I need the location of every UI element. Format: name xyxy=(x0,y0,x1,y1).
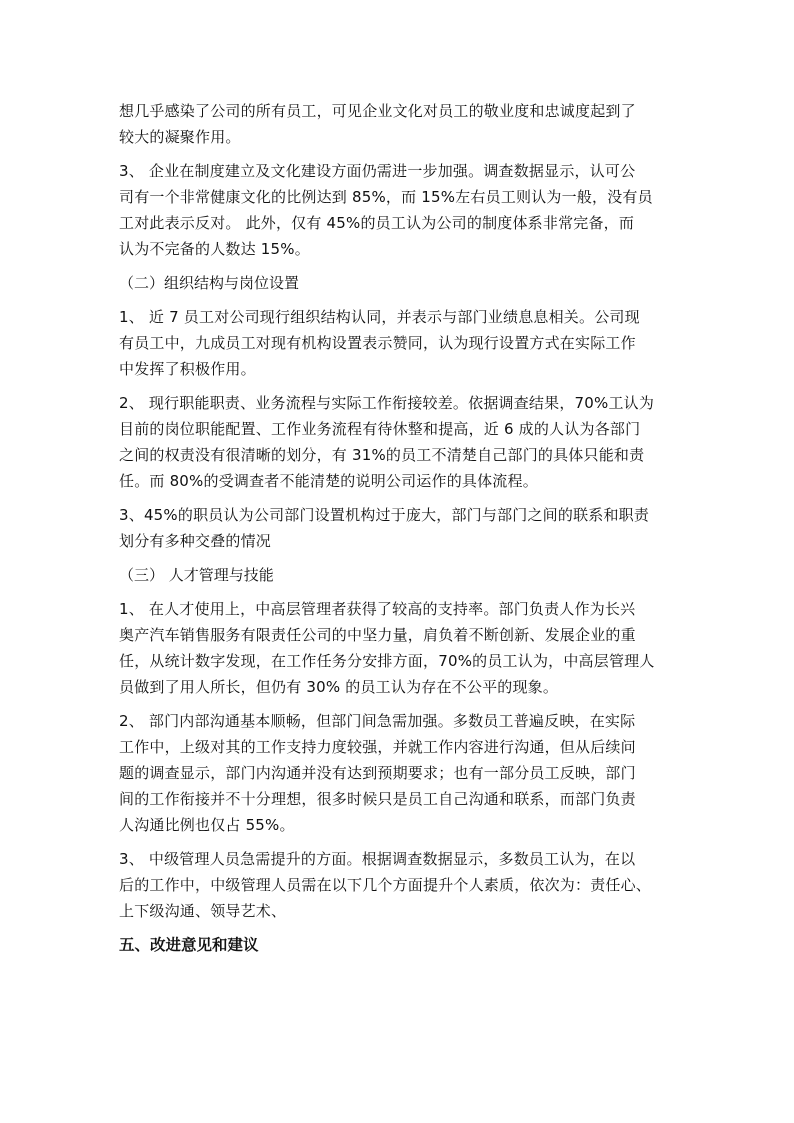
text-line: 工作中，上级对其的工作支持力度较强，并就工作内容进行沟通，但从后续问 xyxy=(119,738,636,756)
text-line: 题的调查显示，部门内沟通并没有达到预期要求；也有一部分员工反映，部门 xyxy=(119,764,636,782)
text-line: 划分有多种交叠的情况 xyxy=(119,532,272,550)
text-line: 后的工作中，中级管理人员需在以下几个方面提升个人素质，依次为：责任心、 xyxy=(119,876,652,894)
text-line: 员做到了用人所长，但仍有 30% 的员工认为存在不公平的现象。 xyxy=(119,678,559,696)
paragraph-talent-point-2 xyxy=(119,708,689,838)
text-line: 中发挥了积极作用。 xyxy=(119,360,256,378)
paragraph-org-point-2 xyxy=(119,390,689,494)
text-line: 3、45%的职员认为公司部门设置机构过于庞大，部门与部门之间的联系和职责 xyxy=(119,506,650,524)
text-line: 间的工作衔接并不十分理想，很多时候只是员工自己沟通和联系，而部门负责 xyxy=(119,790,636,808)
paragraph-talent-point-1 xyxy=(119,596,689,700)
document-body xyxy=(119,98,689,958)
section-heading-talent-management: （三） 人才管理与技能 xyxy=(119,566,274,584)
paragraph-org-point-3 xyxy=(119,502,689,554)
text-line: 认为不完备的人数达 15%。 xyxy=(119,240,310,258)
text-line: 上下级沟通、领导艺术、 xyxy=(119,902,287,920)
paragraph-org-point-1 xyxy=(119,304,689,382)
text-line: 想几乎感染了公司的所有员工，可见企业文化对员工的敬业度和忠诚度起到了 xyxy=(119,102,636,120)
text-line: 人沟通比例也仅占 55%。 xyxy=(119,816,295,834)
text-line: 目前的岗位职能配置、工作业务流程有待休整和提高，近 6 成的人认为各部门 xyxy=(119,420,641,438)
text-line: 较大的凝聚作用。 xyxy=(119,128,241,146)
text-line: 之间的权责没有很清晰的划分，有 31%的员工不清楚自己部门的具体只能和责 xyxy=(119,446,645,464)
text-line: 任，从统计数字发现，在工作任务分安排方面，70%的员工认为，中高层管理人 xyxy=(119,652,655,670)
text-line: 工对此表示反对。 此外，仅有 45%的员工认为公司的制度体系非常完备，而 xyxy=(119,214,635,232)
text-line: 3、 中级管理人员急需提升的方面。根据调查数据显示，多数员工认为，在以 xyxy=(119,850,636,868)
text-line: 1、 近 7 员工对公司现行组织结构认同，并表示与部门业绩息息相关。公司现 xyxy=(119,308,640,326)
text-line: 有员工中，九成员工对现有机构设置表示赞同，认为现行设置方式在实际工作 xyxy=(119,334,636,352)
text-line: 2、 部门内部沟通基本顺畅，但部门间急需加强。多数员工普遍反映，在实际 xyxy=(119,712,636,730)
text-line: 任。而 80%的受调查者不能清楚的说明公司运作的具体流程。 xyxy=(119,472,538,490)
text-line: 2、 现行职能职责、业务流程与实际工作衔接较差。依据调查结果，70%工认为 xyxy=(119,394,655,412)
text-line: 1、 在人才使用上，中高层管理者获得了较高的支持率。部门负责人作为长兴 xyxy=(119,600,636,618)
paragraph-institution-culture xyxy=(119,158,689,262)
text-line: 3、 企业在制度建立及文化建设方面仍需进一步加强。调查数据显示，认可公 xyxy=(119,162,636,180)
text-line: 司有一个非常健康文化的比例达到 85%，而 15%左右员工则认为一般，没有员 xyxy=(119,188,653,206)
text-line: 奥产汽车销售服务有限责任公司的中坚力量，肩负着不断创新、发展企业的重 xyxy=(119,626,636,644)
section-heading-org-structure: （二）组织结构与岗位设置 xyxy=(119,274,300,292)
paragraph-culture-continuation xyxy=(119,98,689,150)
section-heading-suggestions: 五、改进意见和建议 xyxy=(119,936,259,954)
paragraph-talent-point-3 xyxy=(119,846,689,924)
